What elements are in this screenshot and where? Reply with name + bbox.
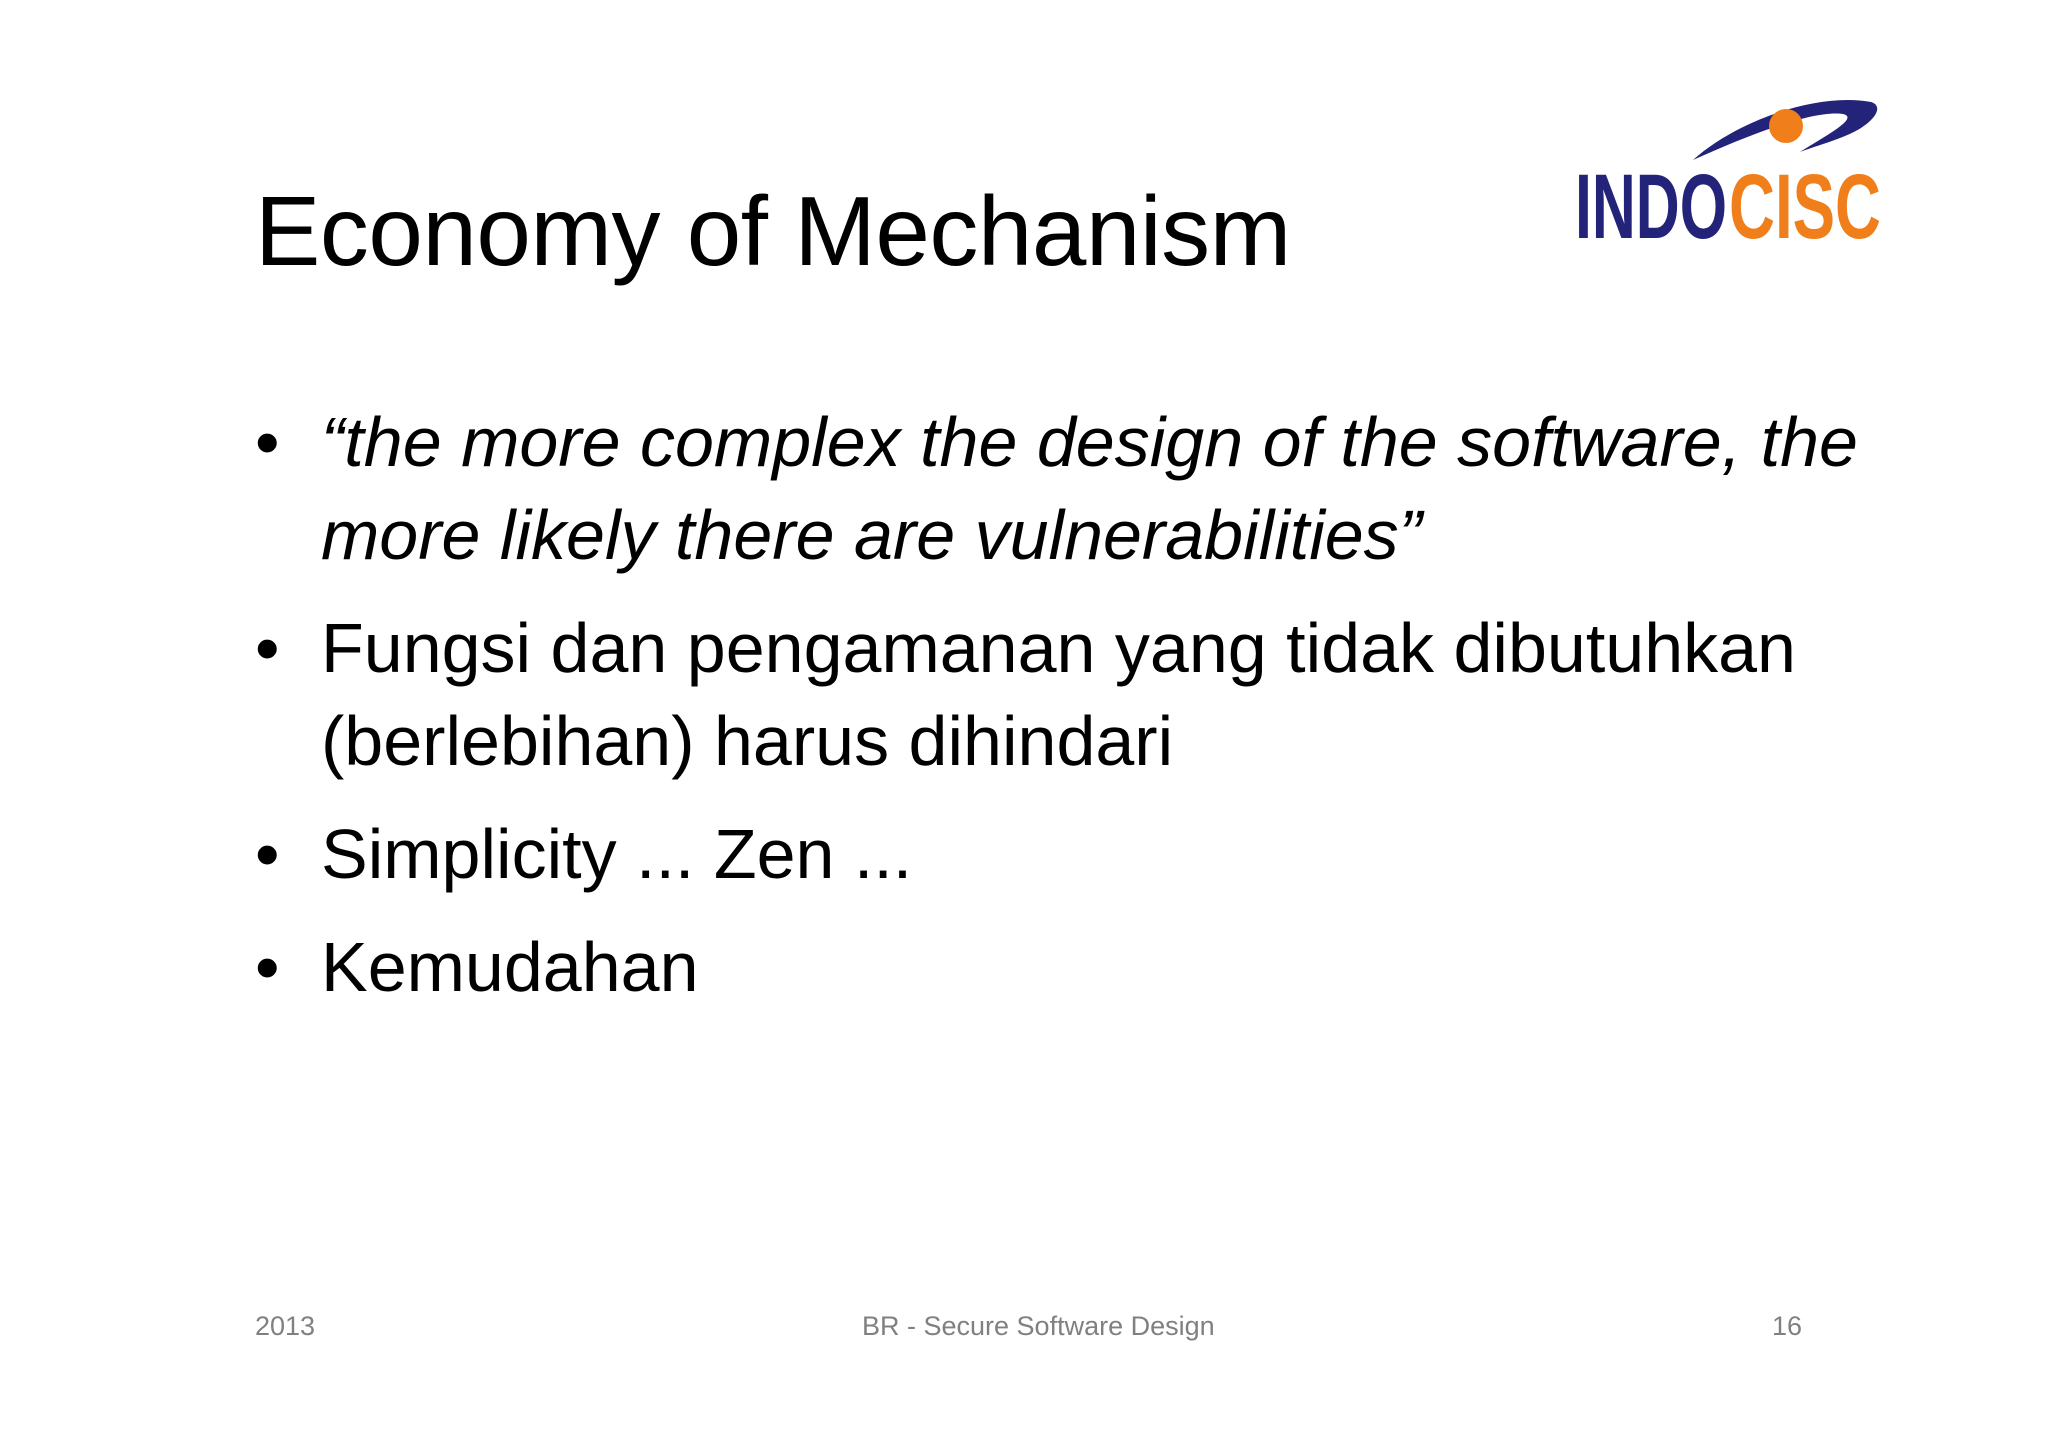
logo-dot <box>1769 109 1803 143</box>
bullet-item <box>255 602 1895 788</box>
bullet-dot: • <box>255 403 280 481</box>
bullet-dot: • <box>255 609 280 687</box>
bullet-text: Simplicity ... Zen ... <box>321 815 913 893</box>
bullet-dot: • <box>255 928 280 1006</box>
footer-page-number: 16 <box>1772 1311 1803 1341</box>
bullet-list <box>255 396 1895 1034</box>
bullet-item <box>255 808 1895 901</box>
slide-title: Economy of Mechanism <box>255 176 1291 286</box>
logo-text-indo: INDO <box>1575 156 1727 252</box>
footer-year: 2013 <box>255 1311 316 1341</box>
bullet-text: Fungsi dan pengamanan yang tidak dibutuhkan (berlebihan) harus dihindari <box>321 609 1796 780</box>
bullet-item <box>255 396 1895 582</box>
indocisc-logo <box>1575 92 1885 252</box>
logo-text-cisc: CISC <box>1729 156 1881 252</box>
bullet-text: Kemudahan <box>321 928 699 1006</box>
bullet-dot: • <box>255 815 280 893</box>
bullet-text: “the more complex the design of the software, the more likely there are vulnerabilities” <box>321 403 1858 574</box>
footer-title: BR - Secure Software Design <box>862 1311 1215 1341</box>
bullet-item <box>255 921 1895 1014</box>
